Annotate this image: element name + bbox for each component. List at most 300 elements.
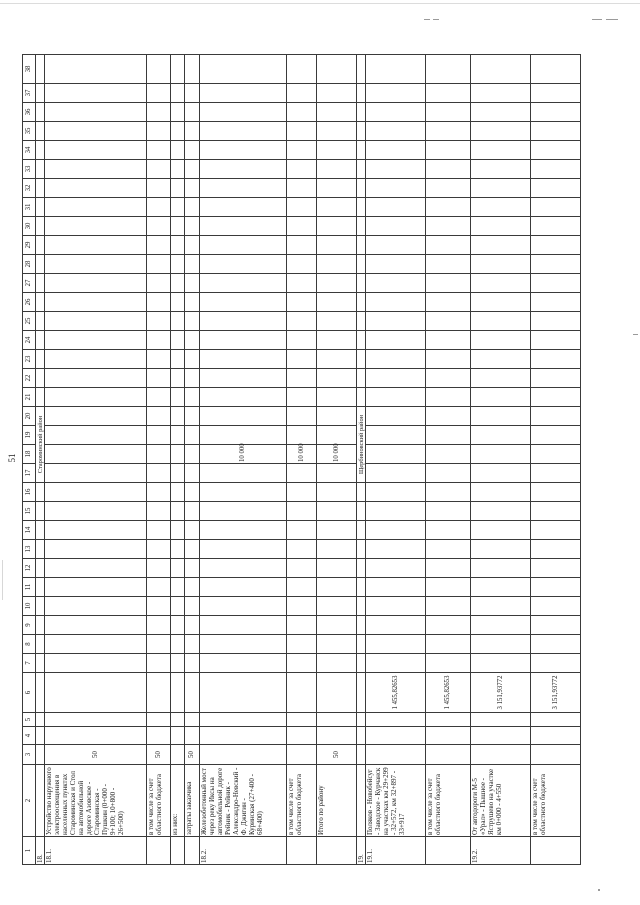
empty-cell — [45, 103, 147, 122]
empty-cell — [426, 350, 471, 369]
empty-cell — [317, 122, 357, 141]
empty-cell — [185, 464, 200, 483]
empty-cell — [471, 84, 531, 103]
column-number: 14 — [23, 521, 36, 540]
empty-cell — [531, 426, 581, 445]
empty-cell — [200, 745, 287, 765]
row-name: в том числе за счет областного бюджета — [426, 765, 471, 837]
empty-cell — [45, 55, 147, 84]
empty-cell — [366, 464, 426, 483]
empty-cell — [147, 179, 171, 198]
column-number: 12 — [23, 559, 36, 578]
empty-cell — [531, 635, 581, 654]
empty-cell — [200, 464, 287, 483]
empty-cell — [531, 84, 581, 103]
empty-cell — [36, 483, 45, 502]
empty-cell — [185, 559, 200, 578]
empty-cell — [200, 540, 287, 559]
empty-cell — [171, 388, 185, 407]
empty-cell — [426, 55, 471, 84]
column-number: 32 — [23, 179, 36, 198]
empty-cell — [317, 713, 357, 727]
empty-cell — [366, 293, 426, 312]
empty-cell — [471, 635, 531, 654]
empty-cell — [45, 84, 147, 103]
empty-cell — [471, 179, 531, 198]
empty-cell — [200, 55, 287, 84]
empty-cell — [426, 559, 471, 578]
empty-cell — [357, 312, 366, 331]
column-number: 28 — [23, 255, 36, 274]
empty-cell — [531, 407, 581, 426]
empty-cell — [366, 236, 426, 255]
empty-cell — [287, 597, 317, 616]
empty-cell — [317, 160, 357, 179]
empty-cell — [357, 616, 366, 635]
empty-cell — [426, 540, 471, 559]
empty-cell — [426, 426, 471, 445]
row-number — [147, 837, 171, 865]
empty-cell — [185, 122, 200, 141]
empty-cell — [317, 521, 357, 540]
empty-cell — [317, 141, 357, 160]
empty-cell — [171, 597, 185, 616]
empty-cell — [200, 103, 287, 122]
empty-cell — [426, 388, 471, 407]
table-row — [426, 55, 471, 865]
empty-cell — [426, 160, 471, 179]
empty-cell — [200, 350, 287, 369]
empty-cell — [287, 407, 317, 426]
empty-cell — [45, 179, 147, 198]
empty-cell — [200, 713, 287, 727]
empty-cell — [200, 217, 287, 236]
column-number: 21 — [23, 388, 36, 407]
empty-cell — [147, 350, 171, 369]
empty-cell — [531, 483, 581, 502]
empty-cell — [147, 426, 171, 445]
row-number: 19.1. — [366, 837, 426, 865]
empty-cell — [36, 84, 45, 103]
empty-cell — [471, 540, 531, 559]
column-number: 24 — [23, 331, 36, 350]
table-row — [317, 55, 357, 865]
empty-cell — [366, 597, 426, 616]
row-number — [426, 837, 471, 865]
empty-cell — [36, 502, 45, 521]
empty-cell — [531, 745, 581, 765]
empty-cell — [147, 502, 171, 521]
column-number: 9 — [23, 616, 36, 635]
empty-cell — [531, 103, 581, 122]
empty-cell — [185, 483, 200, 502]
empty-cell — [287, 540, 317, 559]
empty-cell — [147, 483, 171, 502]
row-name: Устройство наружного электроосвещения в населенных пунктах Староминская и Стол на автомобильной дороге Азовское - Староминская - Пушкин (0+000 - 9+100; 10+800 - 26+500) — [45, 765, 147, 837]
column-number: 2 — [23, 765, 36, 837]
column-number: 22 — [23, 369, 36, 388]
column-number: 36 — [23, 103, 36, 122]
empty-cell — [147, 293, 171, 312]
column-number: 13 — [23, 540, 36, 559]
empty-cell — [531, 274, 581, 293]
empty-cell — [171, 369, 185, 388]
empty-cell — [366, 103, 426, 122]
value-cell: 3 151,93772 — [471, 673, 531, 713]
empty-cell — [45, 122, 147, 141]
empty-cell — [147, 236, 171, 255]
empty-cell — [287, 331, 317, 350]
empty-cell — [426, 103, 471, 122]
empty-cell — [366, 160, 426, 179]
empty-cell — [200, 198, 287, 217]
empty-cell — [171, 673, 185, 713]
column-number: 34 — [23, 141, 36, 160]
empty-cell — [171, 274, 185, 293]
empty-cell — [366, 350, 426, 369]
empty-cell — [171, 255, 185, 274]
empty-cell — [171, 521, 185, 540]
empty-cell — [171, 578, 185, 597]
empty-cell — [147, 141, 171, 160]
empty-cell — [185, 141, 200, 160]
empty-cell — [45, 217, 147, 236]
empty-cell — [317, 103, 357, 122]
empty-cell — [317, 540, 357, 559]
empty-cell — [366, 179, 426, 198]
empty-cell — [200, 122, 287, 141]
empty-cell — [200, 578, 287, 597]
empty-cell — [531, 141, 581, 160]
empty-cell — [366, 55, 426, 84]
empty-cell — [317, 673, 357, 713]
empty-cell — [45, 464, 147, 483]
column-number: 38 — [23, 55, 36, 84]
empty-cell — [287, 426, 317, 445]
empty-cell — [200, 502, 287, 521]
column-number: 17 — [23, 464, 36, 483]
empty-cell — [426, 274, 471, 293]
column-number: 4 — [23, 727, 36, 745]
empty-cell — [200, 426, 287, 445]
empty-cell — [357, 388, 366, 407]
empty-cell — [45, 274, 147, 293]
empty-cell — [200, 274, 287, 293]
value-cell: 10 000 — [317, 445, 357, 464]
empty-cell — [147, 597, 171, 616]
empty-cell — [171, 312, 185, 331]
empty-cell — [147, 312, 171, 331]
empty-cell — [200, 141, 287, 160]
value-cell: 1 455,82653 — [366, 673, 426, 713]
empty-cell — [171, 713, 185, 727]
empty-cell — [471, 727, 531, 745]
empty-cell — [317, 502, 357, 521]
column-number: 19 — [23, 426, 36, 445]
empty-cell — [287, 745, 317, 765]
column-number: 23 — [23, 350, 36, 369]
empty-cell — [185, 578, 200, 597]
empty-cell — [366, 578, 426, 597]
empty-cell — [287, 502, 317, 521]
empty-cell — [531, 350, 581, 369]
empty-cell — [287, 464, 317, 483]
column-number: 16 — [23, 483, 36, 502]
empty-cell — [171, 160, 185, 179]
empty-cell — [185, 55, 200, 84]
empty-cell — [357, 141, 366, 160]
empty-cell — [471, 236, 531, 255]
row-name: затраты заказчика — [185, 765, 200, 837]
empty-cell — [200, 483, 287, 502]
table-row — [147, 55, 171, 865]
empty-cell — [426, 141, 471, 160]
empty-cell — [147, 578, 171, 597]
row-number: 18.2. — [200, 837, 287, 865]
empty-cell — [426, 616, 471, 635]
empty-cell — [45, 350, 147, 369]
empty-cell — [147, 388, 171, 407]
empty-cell — [471, 141, 531, 160]
empty-cell — [287, 635, 317, 654]
empty-cell — [45, 616, 147, 635]
empty-cell — [531, 122, 581, 141]
empty-cell — [531, 388, 581, 407]
empty-cell — [171, 141, 185, 160]
empty-cell — [185, 236, 200, 255]
row-number — [317, 837, 357, 865]
row-number: 18.1. — [45, 837, 147, 865]
investment-program-table — [22, 54, 581, 865]
empty-cell — [531, 55, 581, 84]
empty-cell — [200, 388, 287, 407]
empty-cell — [426, 654, 471, 673]
empty-cell — [471, 407, 531, 426]
empty-cell — [317, 597, 357, 616]
row-number — [287, 837, 317, 865]
empty-cell — [531, 160, 581, 179]
empty-cell — [171, 103, 185, 122]
empty-cell — [357, 160, 366, 179]
empty-cell — [357, 122, 366, 141]
empty-cell — [531, 179, 581, 198]
empty-cell — [366, 141, 426, 160]
empty-cell — [426, 122, 471, 141]
empty-cell — [366, 407, 426, 426]
empty-cell — [287, 103, 317, 122]
empty-cell — [185, 426, 200, 445]
empty-cell — [36, 616, 45, 635]
empty-cell — [45, 426, 147, 445]
empty-cell — [357, 331, 366, 350]
column-number: 37 — [23, 84, 36, 103]
empty-cell — [287, 713, 317, 727]
empty-cell — [317, 635, 357, 654]
empty-cell — [200, 255, 287, 274]
empty-cell — [426, 445, 471, 464]
empty-cell — [200, 521, 287, 540]
empty-cell — [287, 179, 317, 198]
empty-cell — [147, 673, 171, 713]
empty-cell — [36, 350, 45, 369]
empty-cell — [36, 141, 45, 160]
empty-cell — [471, 255, 531, 274]
table-row — [287, 55, 317, 865]
value-cell: 50 — [317, 745, 357, 765]
empty-cell — [357, 713, 366, 727]
empty-cell — [317, 255, 357, 274]
empty-cell — [171, 122, 185, 141]
empty-cell — [471, 597, 531, 616]
empty-cell — [147, 713, 171, 727]
column-number: 25 — [23, 312, 36, 331]
empty-cell — [426, 217, 471, 236]
empty-cell — [36, 160, 45, 179]
empty-cell — [147, 84, 171, 103]
empty-cell — [45, 407, 147, 426]
value-cell: 1 455,82653 — [426, 673, 471, 713]
empty-cell — [171, 654, 185, 673]
empty-cell — [200, 616, 287, 635]
empty-cell — [45, 713, 147, 727]
empty-cell — [471, 369, 531, 388]
empty-cell — [317, 426, 357, 445]
empty-cell — [531, 255, 581, 274]
empty-cell — [471, 217, 531, 236]
empty-cell — [171, 635, 185, 654]
empty-cell — [471, 293, 531, 312]
empty-cell — [426, 293, 471, 312]
empty-cell — [531, 727, 581, 745]
column-number: 3 — [23, 745, 36, 765]
empty-cell — [357, 540, 366, 559]
empty-cell — [36, 673, 45, 713]
row-name: в том числе за счет областного бюджета — [287, 765, 317, 837]
row-name: Поляков - Новобейсуг - Заводское - Курчанск на участках км 29+299 - 32+572, км 32+897 - 33+917 — [366, 765, 426, 837]
table-row — [45, 55, 147, 865]
empty-cell — [317, 483, 357, 502]
row-number — [185, 837, 200, 865]
empty-cell — [366, 331, 426, 350]
empty-cell — [287, 616, 317, 635]
empty-cell — [357, 765, 366, 837]
empty-cell — [287, 388, 317, 407]
row-name: От автодороги М-5 «Урал» - Пышное - Яструшево на участке км 0+000 - 4+550 — [471, 765, 531, 837]
empty-cell — [147, 255, 171, 274]
empty-cell — [426, 312, 471, 331]
empty-cell — [317, 616, 357, 635]
empty-cell — [185, 274, 200, 293]
empty-cell — [471, 654, 531, 673]
row-number: 18. — [36, 837, 45, 865]
empty-cell — [471, 483, 531, 502]
empty-cell — [185, 160, 200, 179]
empty-cell — [200, 673, 287, 713]
empty-cell — [471, 713, 531, 727]
empty-cell — [366, 483, 426, 502]
row-name: Железобетонный мост через реку Иксы на автомобильной дороге Рейник - Рейник - Александро-Невский - Ф. Джигин - Куринская (27+400 - 68+400) — [200, 765, 287, 837]
empty-cell — [171, 727, 185, 745]
empty-cell — [171, 483, 185, 502]
empty-cell — [317, 217, 357, 236]
section-row — [357, 55, 366, 865]
empty-cell — [357, 255, 366, 274]
empty-cell — [366, 426, 426, 445]
empty-cell — [171, 745, 185, 765]
scan-mark — [2, 560, 3, 600]
empty-cell — [200, 331, 287, 350]
empty-cell — [357, 597, 366, 616]
column-number: 10 — [23, 597, 36, 616]
empty-cell — [531, 559, 581, 578]
empty-cell — [185, 727, 200, 745]
empty-cell — [147, 160, 171, 179]
empty-cell — [185, 616, 200, 635]
empty-cell — [185, 179, 200, 198]
empty-cell — [426, 198, 471, 217]
empty-cell — [36, 745, 45, 765]
empty-cell — [45, 540, 147, 559]
empty-cell — [185, 673, 200, 713]
empty-cell — [471, 578, 531, 597]
empty-cell — [531, 578, 581, 597]
empty-cell — [357, 84, 366, 103]
empty-cell — [45, 597, 147, 616]
empty-cell — [357, 559, 366, 578]
empty-cell — [317, 654, 357, 673]
empty-cell — [287, 160, 317, 179]
empty-cell — [45, 198, 147, 217]
table-row — [200, 55, 287, 865]
empty-cell — [531, 198, 581, 217]
column-number: 30 — [23, 217, 36, 236]
empty-cell — [45, 141, 147, 160]
empty-cell — [147, 369, 171, 388]
empty-cell — [45, 388, 147, 407]
empty-cell — [185, 521, 200, 540]
empty-cell — [200, 236, 287, 255]
empty-cell — [171, 616, 185, 635]
empty-cell — [45, 521, 147, 540]
empty-cell — [317, 369, 357, 388]
empty-cell — [147, 521, 171, 540]
empty-cell — [185, 198, 200, 217]
empty-cell — [36, 578, 45, 597]
table-row — [185, 55, 200, 865]
empty-cell — [287, 274, 317, 293]
empty-cell — [471, 312, 531, 331]
table-row — [471, 55, 531, 865]
empty-cell — [185, 255, 200, 274]
empty-cell — [147, 274, 171, 293]
empty-cell — [171, 350, 185, 369]
empty-cell — [471, 445, 531, 464]
empty-cell — [45, 727, 147, 745]
column-number: 26 — [23, 293, 36, 312]
empty-cell — [426, 521, 471, 540]
column-number: 15 — [23, 502, 36, 521]
column-number: 31 — [23, 198, 36, 217]
empty-cell — [45, 255, 147, 274]
empty-cell — [357, 521, 366, 540]
rotated-table-sheet — [22, 55, 578, 865]
empty-cell — [531, 540, 581, 559]
empty-cell — [471, 426, 531, 445]
empty-cell — [317, 293, 357, 312]
empty-cell — [36, 388, 45, 407]
empty-cell — [317, 179, 357, 198]
scan-mark — [433, 19, 439, 20]
